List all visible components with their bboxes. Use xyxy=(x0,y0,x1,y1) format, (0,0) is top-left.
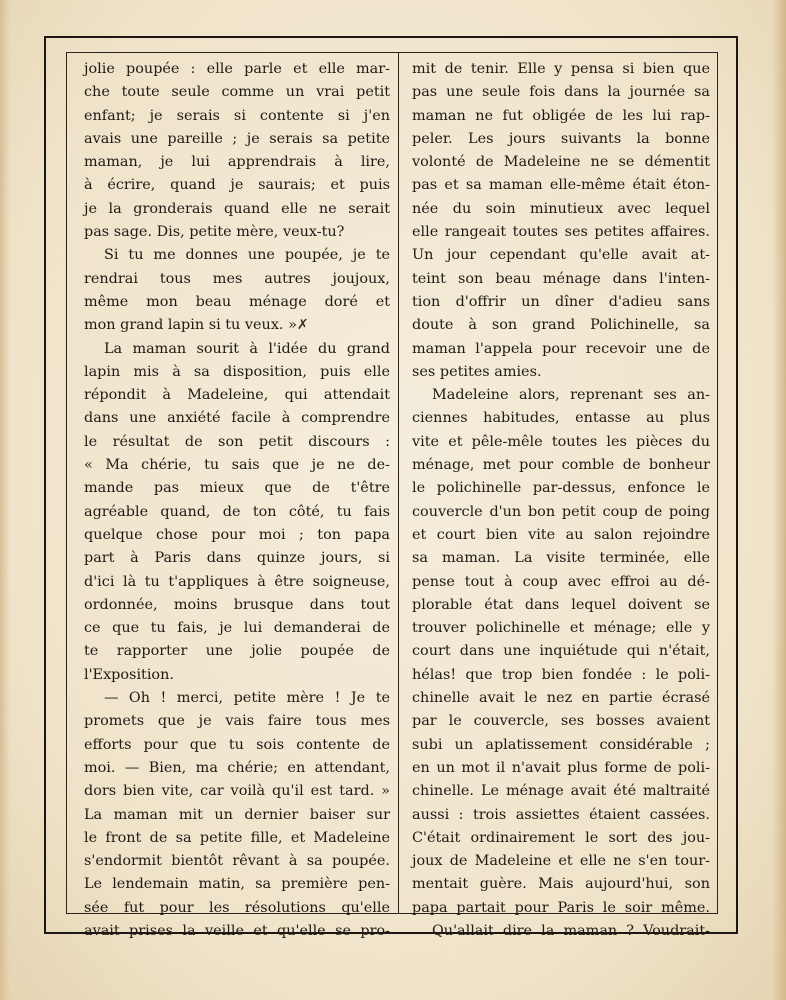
text-line: promets que je vais faire tous mes xyxy=(84,713,390,730)
text-column-left xyxy=(84,58,390,943)
text-line: maman l'appela pour recevoir une de xyxy=(412,340,710,357)
text-line: lapin mis à sa disposition, puis elle xyxy=(84,363,390,380)
text-line: en un mot il n'avait plus forme de poli- xyxy=(412,759,710,776)
text-line: couvercle d'un bon petit coup de poing xyxy=(412,503,710,520)
text-line: mentait guère. Mais aujourd'hui, son xyxy=(412,876,710,893)
text-line: tion d'offrir un dîner d'adieu sans xyxy=(412,293,710,310)
text-line: che toute seule comme un vrai petit xyxy=(84,84,390,101)
text-line: à écrire, quand je saurais; et puis xyxy=(84,177,390,194)
text-column-right xyxy=(412,58,710,943)
text-line: ce que tu fais, je lui demanderai de xyxy=(84,620,390,637)
text-line: La maman sourit à l'idée du grand xyxy=(104,340,390,357)
text-line: née du soin minutieux avec lequel xyxy=(412,200,710,217)
text-line: mande pas mieux que de t'être xyxy=(84,480,390,497)
text-line: avais une pareille ; je serais sa petite xyxy=(84,130,390,147)
text-line: teint son beau ménage dans l'inten- xyxy=(412,270,710,287)
text-line: enfant; je serais si contente si j'en xyxy=(84,107,390,124)
text-line: ménage, met pour comble de bonheur xyxy=(412,457,710,474)
text-line: je la gronderais quand elle ne serait xyxy=(84,200,390,217)
text-line: pense tout à coup avec effroi au dé- xyxy=(412,573,710,590)
text-line: peler. Les jours suivants la bonne xyxy=(412,130,710,147)
text-line: pas sage. Dis, petite mère, veux-tu? xyxy=(84,224,345,241)
text-line: te rapporter une jolie poupée de xyxy=(84,643,390,660)
text-line: avait prises la veille et qu'elle se pro- xyxy=(84,922,390,939)
text-line: — Oh ! merci, petite mère ! Je te xyxy=(104,690,390,707)
pencil-mark-icon: ✗ xyxy=(296,317,309,334)
text-line: et court bien vite au salon rejoindre xyxy=(412,526,710,543)
text-line: sa maman. La visite terminée, elle xyxy=(412,550,710,567)
text-line: le polichinelle par-dessus, enfonce le xyxy=(412,480,710,497)
page-edge-right xyxy=(772,0,786,1000)
text-line: l'Exposition. xyxy=(84,666,174,683)
text-line: volonté de Madeleine ne se démentit xyxy=(412,154,710,171)
text-line: papa partait pour Paris le soir même. xyxy=(412,899,710,916)
text-line: Qu'allait dire la maman ? Voudrait- xyxy=(432,922,710,939)
text-line: répondit à Madeleine, qui attendait xyxy=(84,387,390,404)
text-line: chinelle avait le nez en partie écrasé xyxy=(412,690,710,707)
text-line: joux de Madeleine et elle ne s'en tour- xyxy=(412,853,710,870)
text-line: La maman mit un dernier baiser sur xyxy=(84,806,390,823)
page-edge-left xyxy=(0,0,10,1000)
text-line: maman, je lui apprendrais à lire, xyxy=(84,154,390,171)
text-line: ses petites amies. xyxy=(412,363,542,380)
text-line: efforts pour que tu sois contente de xyxy=(84,736,390,753)
text-line: C'était ordinairement le sort des jou- xyxy=(412,829,710,846)
text-line: le front de sa petite fille, et Madeleine xyxy=(84,829,390,846)
text-line: moi. — Bien, ma chérie; en attendant, xyxy=(84,759,390,776)
text-line: elle rangeait toutes ses petites affaires. xyxy=(412,224,710,241)
text-line: pas une seule fois dans la journée sa xyxy=(412,84,710,101)
text-line: maman ne fut obligée de les lui rap- xyxy=(412,107,710,124)
text-line: part à Paris dans quinze jours, si xyxy=(84,550,390,567)
text-line: Un jour cependant qu'elle avait at- xyxy=(412,247,710,264)
text-line: Si tu me donnes une poupée, je te xyxy=(104,247,390,264)
text-line: trouver polichinelle et ménage; elle y xyxy=(412,620,710,637)
text-line: « Ma chérie, tu sais que je ne de- xyxy=(84,457,390,474)
text-line: d'ici là tu t'appliques à être soigneuse, xyxy=(84,573,390,590)
text-line: Madeleine alors, reprenant ses an- xyxy=(432,387,710,404)
text-line: le résultat de son petit discours : xyxy=(84,433,390,450)
text-line: hélas! que trop bien fondée : le poli- xyxy=(412,666,710,683)
text-line: Le lendemain matin, sa première pen- xyxy=(84,876,390,893)
text-line: sée fut pour les résolutions qu'elle xyxy=(84,899,390,916)
text-line: ordonnée, moins brusque dans tout xyxy=(84,596,390,613)
text-line: vite et pêle-mêle toutes les pièces du xyxy=(412,433,710,450)
text-line: pas et sa maman elle-même était éton- xyxy=(412,177,710,194)
text-line: par le couvercle, ses bosses avaient xyxy=(412,713,710,730)
text-line xyxy=(84,314,390,337)
text-line: plorable état dans lequel doivent se xyxy=(412,596,710,613)
text-line: court dans une inquiétude qui n'était, xyxy=(412,643,710,660)
text-line: doute à son grand Polichinelle, sa xyxy=(412,317,710,334)
text-line: rendrai tous mes autres joujoux, xyxy=(84,270,390,287)
text-line: agréable quand, de ton côté, tu fais xyxy=(84,503,390,520)
text-line: quelque chose pour moi ; ton papa xyxy=(84,526,390,543)
column-divider xyxy=(398,52,399,914)
text-line: chinelle. Le ménage avait été maltraité xyxy=(412,783,710,800)
text-line: dors bien vite, car voilà qu'il est tard. » xyxy=(84,783,390,800)
text-line: aussi : trois assiettes étaient cassées. xyxy=(412,806,710,823)
text-line: dans une anxiété facile à comprendre xyxy=(84,410,390,427)
text-line: mit de tenir. Elle y pensa si bien que xyxy=(412,61,710,77)
text-line-content: mon grand lapin si tu veux. » xyxy=(84,317,297,334)
text-line: jolie poupée : elle parle et elle mar- xyxy=(84,61,390,77)
text-line: même mon beau ménage doré et xyxy=(84,293,390,310)
text-line: s'endormit bientôt rêvant à sa poupée. xyxy=(84,853,390,870)
text-line: subi un aplatissement considérable ; xyxy=(412,736,710,753)
text-line: ciennes habitudes, entasse au plus xyxy=(412,410,710,427)
